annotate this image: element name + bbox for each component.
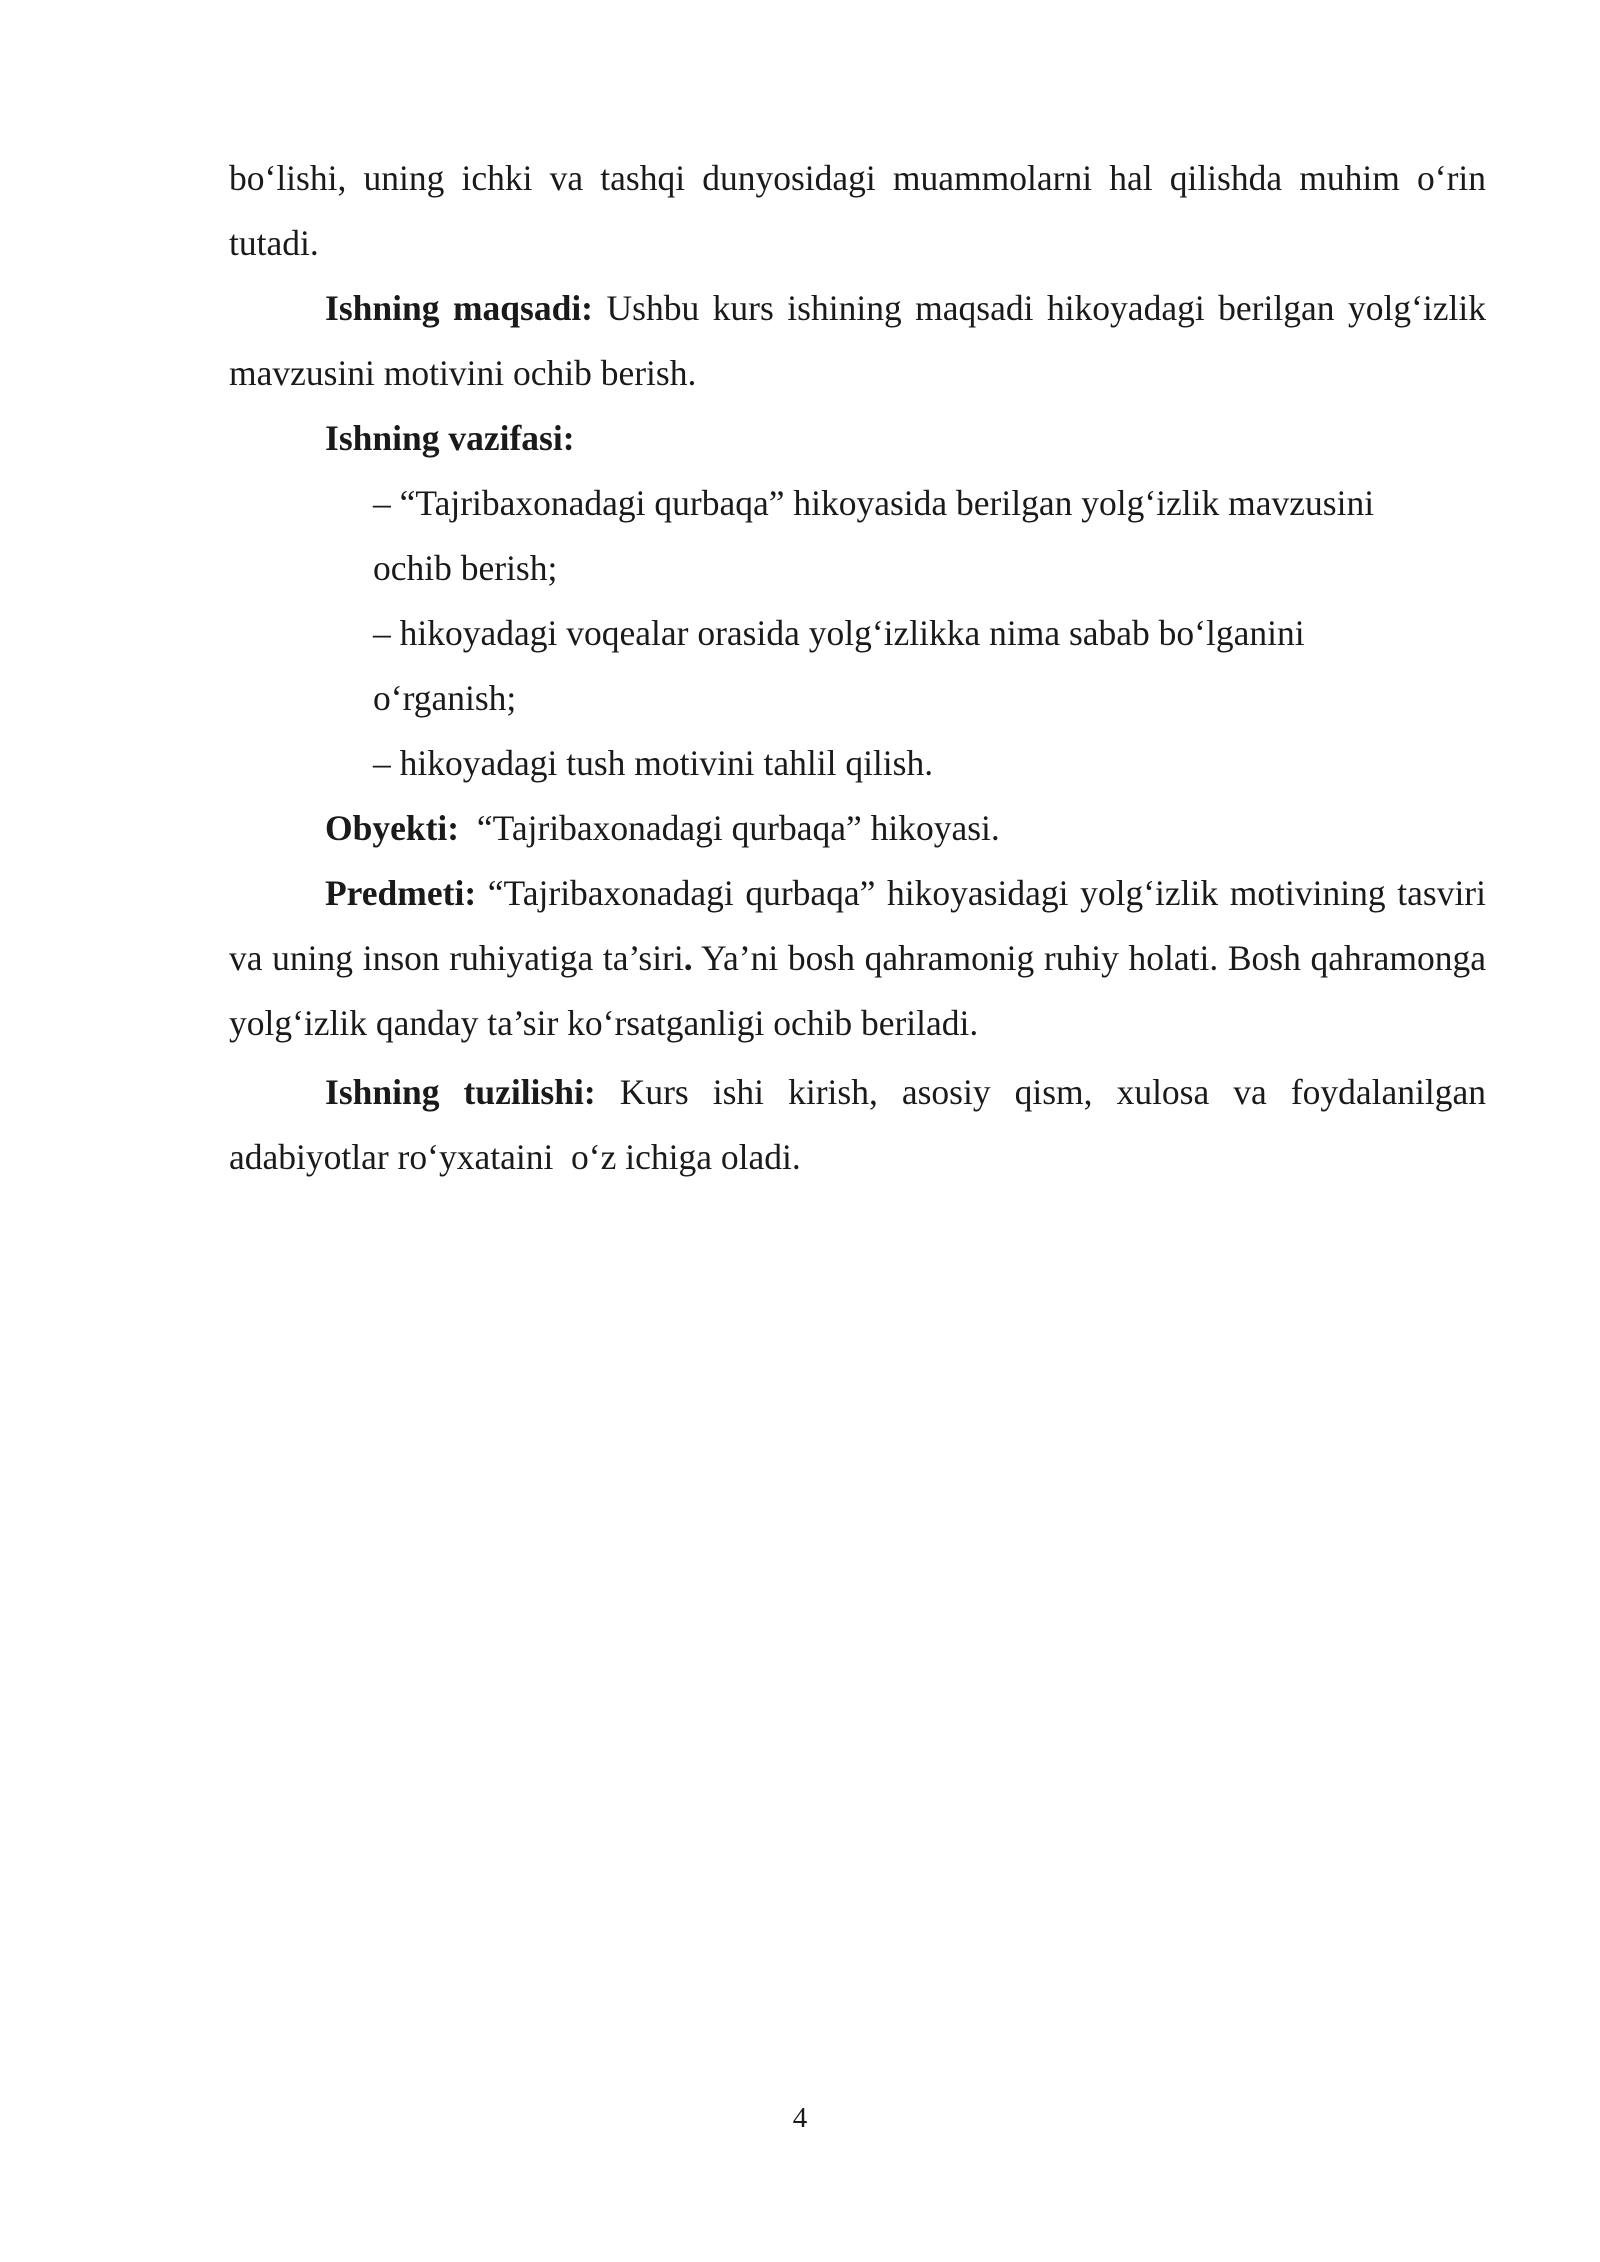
- subject-paragraph: [229, 861, 1486, 1056]
- task-item: – hikoyadagi tush motivini tahlil qilish.: [373, 743, 934, 783]
- task-item: – hikoyadagi voqealar orasida yolg‘izlikka nima sabab bo‘lganini o‘rganish;: [373, 613, 1305, 718]
- structure-label: Ishning tuzilishi:: [325, 1072, 596, 1112]
- subject-text-after: Ya’ni bosh qahramonig ruhiy holati. Bosh qahramonga yolg‘izlik qanday ta’sir ko‘rsatganligi ochib beriladi.: [229, 938, 1486, 1043]
- structure-paragraph: [229, 1060, 1495, 1190]
- subject-bold-period: .: [683, 938, 693, 978]
- goal-label: Ishning maqsadi:: [325, 288, 594, 328]
- task-item: – “Tajribaxonadagi qurbaqa” hikoyasida berilgan yolg‘izlik mavzusini ochib berish;: [373, 483, 1375, 588]
- object-text: “Tajribaxonadagi qurbaqa” hikoyasi.: [459, 808, 1000, 848]
- object-label: Obyekti:: [325, 808, 460, 848]
- structure-text: Kurs ishi kirish, asosiy qism, xulosa va foydalanilgan adabiyotlar ro‘yxataini o‘z ichiga oladi.: [229, 1072, 1495, 1177]
- page-number: 4: [792, 2102, 808, 2134]
- subject-text-before: “Tajribaxonadagi qurbaqa” hikoyasidagi yolg‘izlik motivining tasviri va uning inson ruhiyatiga ta’siri: [229, 873, 1486, 978]
- goal-paragraph: [229, 276, 1486, 406]
- goal-text: Ushbu kurs ishining maqsadi hikoyadagi berilgan yolg‘izlik mavzusini motivini ochib berish.: [229, 288, 1486, 393]
- tasks-heading: Ishning vazifasi:: [325, 418, 575, 458]
- body-text: [229, 146, 1495, 1190]
- object-paragraph: [229, 796, 1486, 861]
- intro-paragraph: [229, 146, 1486, 276]
- intro-text: bo‘lishi, uning ichki va tashqi dunyosidagi muammolarni hal qilishda muhim o‘rin tutadi.: [229, 158, 1486, 263]
- subject-label: Predmeti:: [325, 873, 477, 913]
